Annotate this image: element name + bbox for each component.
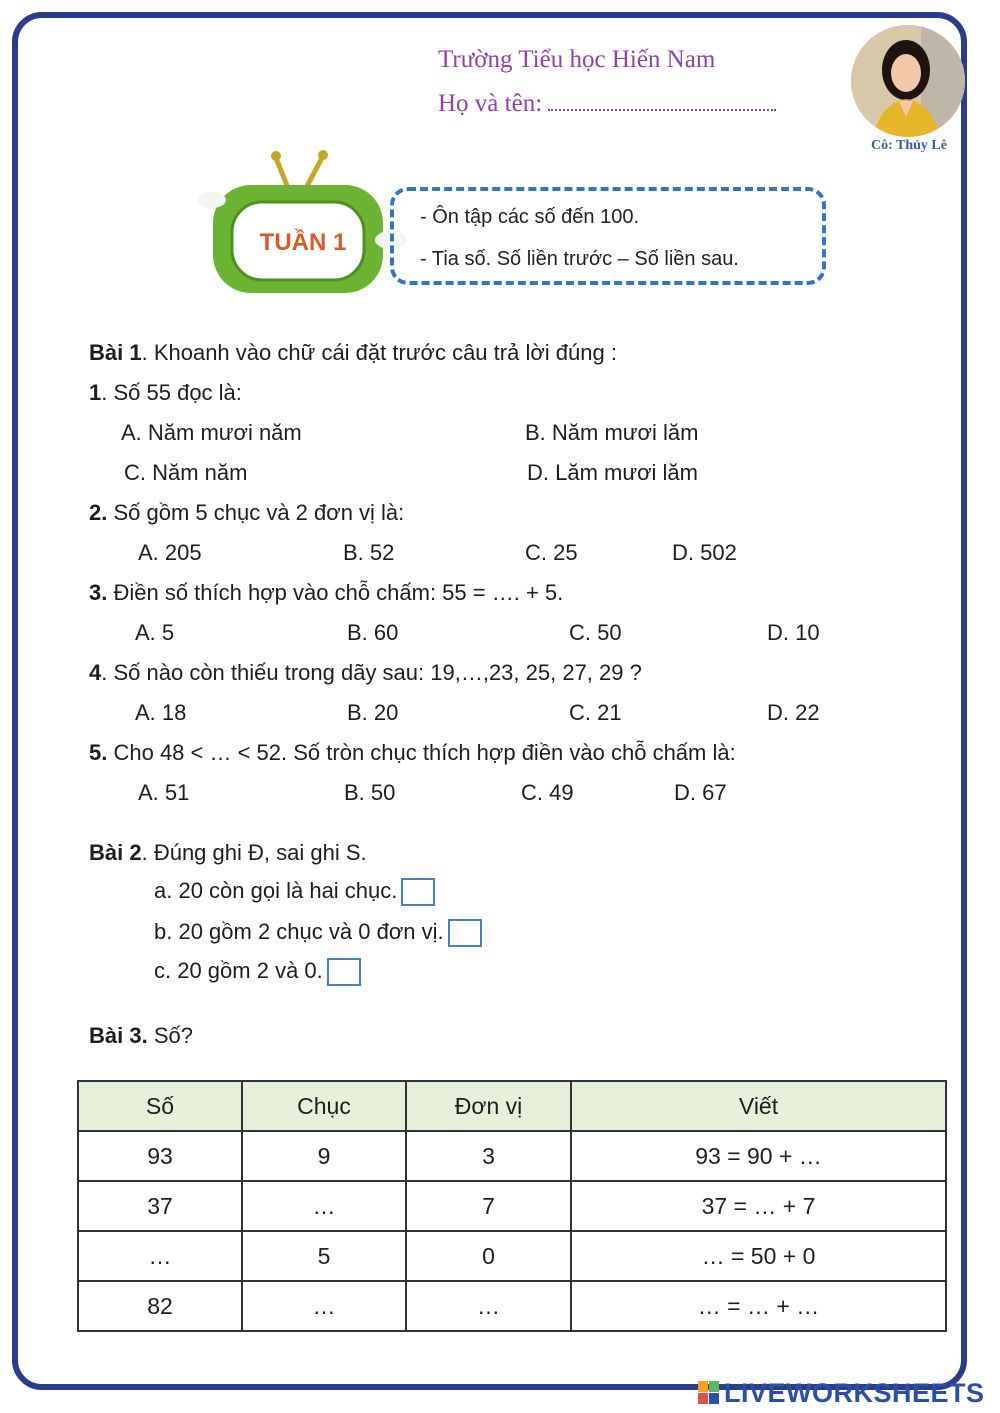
question-number: 3. [89,580,108,605]
q1-option-b[interactable]: B. Năm mươi lăm [525,420,699,445]
q3-option-c[interactable]: C. 50 [569,620,622,645]
question-4 [89,660,642,686]
q1-option-d[interactable]: D. Lăm mươi lăm [527,460,698,485]
q2-option-c[interactable]: C. 25 [525,540,578,565]
statement-text: b. 20 gồm 2 chục và 0 đơn vị. [154,919,444,944]
col-header-don-vi: Đơn vị [406,1081,571,1131]
bai3-title [89,1023,193,1049]
bai1-instruction: . Khoanh vào chữ cái đặt trước câu trả lời đúng : [141,340,617,365]
student-name-line [438,90,776,118]
question-text: . Số nào còn thiếu trong dãy sau: 19,…,23, 25, 27, 29 ? [101,660,642,685]
question-number: 4 [89,660,102,685]
q4-option-a[interactable]: A. 18 [135,700,187,725]
q2-option-b[interactable]: B. 52 [343,540,395,565]
answer-box-a[interactable] [401,878,435,906]
table-cell[interactable]: 93 = 90 + … [571,1131,946,1181]
topic-2: - Tia số. Số liền trước – Số liền sau. [420,248,739,270]
table-cell[interactable]: … [242,1181,406,1231]
bai2-item-b [154,919,482,947]
table-row [78,1131,946,1181]
name-label: Họ và tên: [438,90,543,117]
table-cell[interactable]: … [78,1231,242,1281]
q4-option-b[interactable]: B. 20 [347,700,399,725]
q3-option-a[interactable]: A. 5 [135,620,175,645]
week-tv-icon [198,150,418,295]
teacher-name: Cô: Thủy Lê [871,138,947,153]
bai3-instruction: Số? [147,1023,193,1048]
q2-option-a[interactable]: A. 205 [138,540,202,565]
table-row [78,1231,946,1281]
bai2-item-c [154,958,361,986]
table-header-row [78,1081,946,1131]
col-header-chuc: Chục [242,1081,406,1131]
q2-option-d[interactable]: D. 502 [672,540,737,565]
question-number: 5. [89,740,108,765]
question-1 [89,380,242,406]
col-header-so: Số [78,1081,242,1131]
bai1-label: Bài 1 [89,340,142,365]
table-cell[interactable]: 37 = … + 7 [571,1181,946,1231]
question-number: 1 [89,380,102,405]
table-cell: 37 [78,1181,242,1231]
table-cell[interactable]: … [406,1281,571,1331]
q4-option-c[interactable]: C. 21 [569,700,622,725]
name-input-line[interactable] [548,109,776,111]
question-2 [89,500,404,526]
table-cell: 7 [406,1181,571,1231]
question-3 [89,580,563,606]
bai3-label: Bài 3. [89,1023,148,1048]
school-name: Trường Tiểu học Hiến Nam [438,46,716,73]
question-text: Số gồm 5 chục và 2 đơn vị là: [107,500,405,525]
q4-option-d[interactable]: D. 22 [767,700,820,725]
q5-option-b[interactable]: B. 50 [344,780,396,805]
q5-option-d[interactable]: D. 67 [674,780,727,805]
question-5 [89,740,736,766]
table-cell: 82 [78,1281,242,1331]
topic-1: - Ôn tập các số đến 100. [420,206,640,228]
week-label: TUẦN 1 [259,229,347,256]
q5-option-c[interactable]: C. 49 [521,780,574,805]
table-row [78,1181,946,1231]
col-header-viet: Viết [571,1081,946,1131]
q1-option-c[interactable]: C. Năm năm [124,460,248,485]
answer-box-c[interactable] [327,958,361,986]
table-cell: 93 [78,1131,242,1181]
bai2-item-a [154,878,435,906]
question-text: Điền số thích hợp vào chỗ chấm: 55 = …. + 5. [107,580,564,605]
liveworksheets-logo-icon [698,1381,720,1405]
bai1-title [89,340,617,366]
question-number: 2. [89,500,108,525]
answer-box-b[interactable] [448,919,482,947]
table-cell: 9 [242,1131,406,1181]
table-cell[interactable]: … [242,1281,406,1331]
question-text: . Số 55 đọc là: [101,380,242,405]
question-text: Cho 48 < … < 52. Số tròn chục thích hợp điền vào chỗ chấm là: [107,740,736,765]
table-cell: 3 [406,1131,571,1181]
teacher-avatar [851,25,965,137]
bai2-instruction: . Đúng ghi Đ, sai ghi S. [141,840,367,865]
table-cell: 5 [242,1231,406,1281]
table-cell[interactable]: … = 50 + 0 [571,1231,946,1281]
statement-text: c. 20 gồm 2 và 0. [154,958,323,983]
bai2-title [89,840,367,866]
table-cell[interactable]: … = … + … [571,1281,946,1331]
liveworksheets-logo: LIVEWORKSHEETS [724,1378,985,1408]
table-cell: 0 [406,1231,571,1281]
q1-option-a[interactable]: A. Năm mươi năm [121,420,302,445]
number-table [77,1080,947,1332]
q3-option-d[interactable]: D. 10 [767,620,820,645]
bai2-label: Bài 2 [89,840,142,865]
statement-text: a. 20 còn gọi là hai chục. [154,878,398,903]
q3-option-b[interactable]: B. 60 [347,620,399,645]
q5-option-a[interactable]: A. 51 [138,780,190,805]
table-row [78,1281,946,1331]
